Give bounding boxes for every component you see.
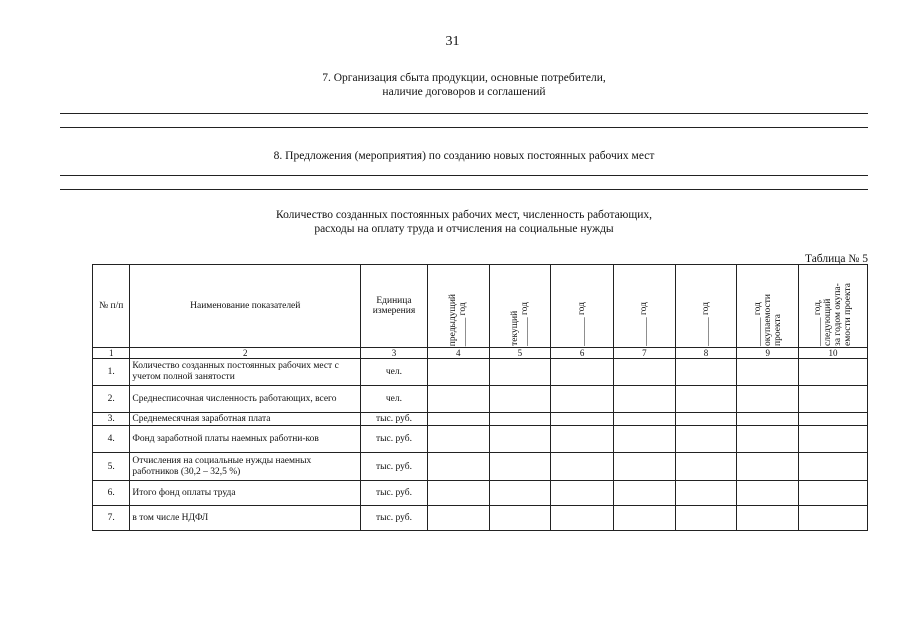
header-name: Наименование показателей (130, 265, 361, 348)
column-number: 2 (130, 348, 361, 359)
header-col10-text: ______ год, следующий за годом окупа- емости проекта (813, 283, 854, 346)
header-col5 (489, 265, 551, 348)
row-name: Отчисления на социальные нужды наемных работников (30,2 – 32,5 %) (130, 453, 361, 481)
table-header-row (93, 265, 868, 348)
page-number: 31 (445, 34, 460, 49)
row-name: Среднесписочная численность работающих, всего (130, 386, 361, 413)
row-name: Итого фонд оплаты труда (130, 481, 361, 506)
header-col9-text: ______ год окупаемости проекта (752, 294, 783, 346)
table-row (93, 413, 868, 426)
value-cell (675, 426, 737, 453)
row-name: Фонд заработной платы наемных работни-ков (130, 426, 361, 453)
value-cell (427, 506, 489, 531)
row-num: 2. (93, 386, 130, 413)
value-cell (799, 413, 868, 426)
value-cell (489, 453, 551, 481)
section-8-blank-line-2 (60, 189, 868, 190)
table-row (93, 506, 868, 531)
value-cell (489, 386, 551, 413)
value-cell (799, 481, 868, 506)
row-unit: тыс. руб. (361, 413, 428, 426)
header-num: № п/п (93, 265, 130, 348)
row-num: 7. (93, 506, 130, 531)
row-name: Количество созданных постоянных рабочих мест с учетом полной занятости (130, 359, 361, 386)
value-cell (675, 359, 737, 386)
value-cell (737, 506, 799, 531)
row-name: Среднемесячная заработная плата (130, 413, 361, 426)
table-row (93, 426, 868, 453)
section-7-heading-line2: наличие договоров и соглашений (382, 86, 546, 98)
table-caption (60, 208, 868, 236)
table-row (93, 481, 868, 506)
value-cell (489, 359, 551, 386)
header-col4-text: предыдущий ______ год (448, 293, 469, 346)
value-cell (737, 413, 799, 426)
value-cell (551, 386, 614, 413)
header-col7-text: ______ год (639, 302, 650, 346)
header-col10 (799, 265, 868, 348)
column-number: 4 (427, 348, 489, 359)
row-num: 1. (93, 359, 130, 386)
row-num: 5. (93, 453, 130, 481)
value-cell (613, 481, 675, 506)
section-8-heading: 8. Предложения (мероприятия) по созданию новых постоянных рабочих мест (273, 150, 655, 162)
table-caption-line2: расходы на оплату труда и отчисления на социальные нужды (314, 223, 614, 235)
column-number: 6 (551, 348, 614, 359)
value-cell (613, 506, 675, 531)
column-number: 5 (489, 348, 551, 359)
row-name: в том числе НДФЛ (130, 506, 361, 531)
row-num: 4. (93, 426, 130, 453)
value-cell (737, 481, 799, 506)
jobs-table (92, 264, 868, 531)
value-cell (489, 426, 551, 453)
column-number: 8 (675, 348, 737, 359)
value-cell (613, 453, 675, 481)
value-cell (799, 359, 868, 386)
row-unit: чел. (361, 386, 428, 413)
row-unit: тыс. руб. (361, 481, 428, 506)
value-cell (737, 426, 799, 453)
header-col6 (551, 265, 614, 348)
value-cell (799, 506, 868, 531)
section-7-heading-line1: 7. Организация сбыта продукции, основные потребители, (322, 72, 606, 84)
column-numbers-row (93, 348, 868, 359)
column-number: 3 (361, 348, 428, 359)
value-cell (613, 359, 675, 386)
value-cell (551, 453, 614, 481)
table-caption-line1: Количество созданных постоянных рабочих мест, численность работающих, (275, 209, 652, 221)
header-col8 (675, 265, 737, 348)
value-cell (675, 386, 737, 413)
section-7-blank-line-2 (60, 127, 868, 128)
value-cell (551, 413, 614, 426)
value-cell (675, 506, 737, 531)
value-cell (427, 413, 489, 426)
column-number: 10 (799, 348, 868, 359)
value-cell (551, 481, 614, 506)
value-cell (427, 453, 489, 481)
value-cell (489, 413, 551, 426)
column-number: 1 (93, 348, 130, 359)
value-cell (551, 506, 614, 531)
header-col8-text: ______ год (701, 302, 712, 346)
value-cell (427, 386, 489, 413)
value-cell (799, 453, 868, 481)
table-row (93, 359, 868, 386)
value-cell (427, 359, 489, 386)
row-unit: чел. (361, 359, 428, 386)
row-unit: тыс. руб. (361, 453, 428, 481)
value-cell (675, 413, 737, 426)
value-cell (737, 359, 799, 386)
value-cell (427, 426, 489, 453)
table-label: Таблица № 5 (804, 253, 868, 265)
row-num: 6. (93, 481, 130, 506)
value-cell (489, 481, 551, 506)
value-cell (427, 481, 489, 506)
value-cell (551, 426, 614, 453)
row-num: 3. (93, 413, 130, 426)
value-cell (799, 426, 868, 453)
section-7-blank-line-1 (60, 113, 868, 114)
value-cell (613, 413, 675, 426)
header-col5-text: текущий ______ год (509, 302, 530, 346)
header-col7 (613, 265, 675, 348)
table-row (93, 386, 868, 413)
header-col6-text: ______ год (577, 302, 588, 346)
header-col4 (427, 265, 489, 348)
value-cell (675, 481, 737, 506)
column-number: 7 (613, 348, 675, 359)
value-cell (799, 386, 868, 413)
header-unit: Единица измерения (361, 265, 428, 348)
header-col9 (737, 265, 799, 348)
value-cell (613, 426, 675, 453)
column-number: 9 (737, 348, 799, 359)
value-cell (551, 359, 614, 386)
value-cell (737, 386, 799, 413)
table-row (93, 453, 868, 481)
section-8-blank-line-1 (60, 175, 868, 176)
value-cell (737, 453, 799, 481)
value-cell (489, 506, 551, 531)
row-unit: тыс. руб. (361, 426, 428, 453)
value-cell (675, 453, 737, 481)
row-unit: тыс. руб. (361, 506, 428, 531)
value-cell (613, 386, 675, 413)
